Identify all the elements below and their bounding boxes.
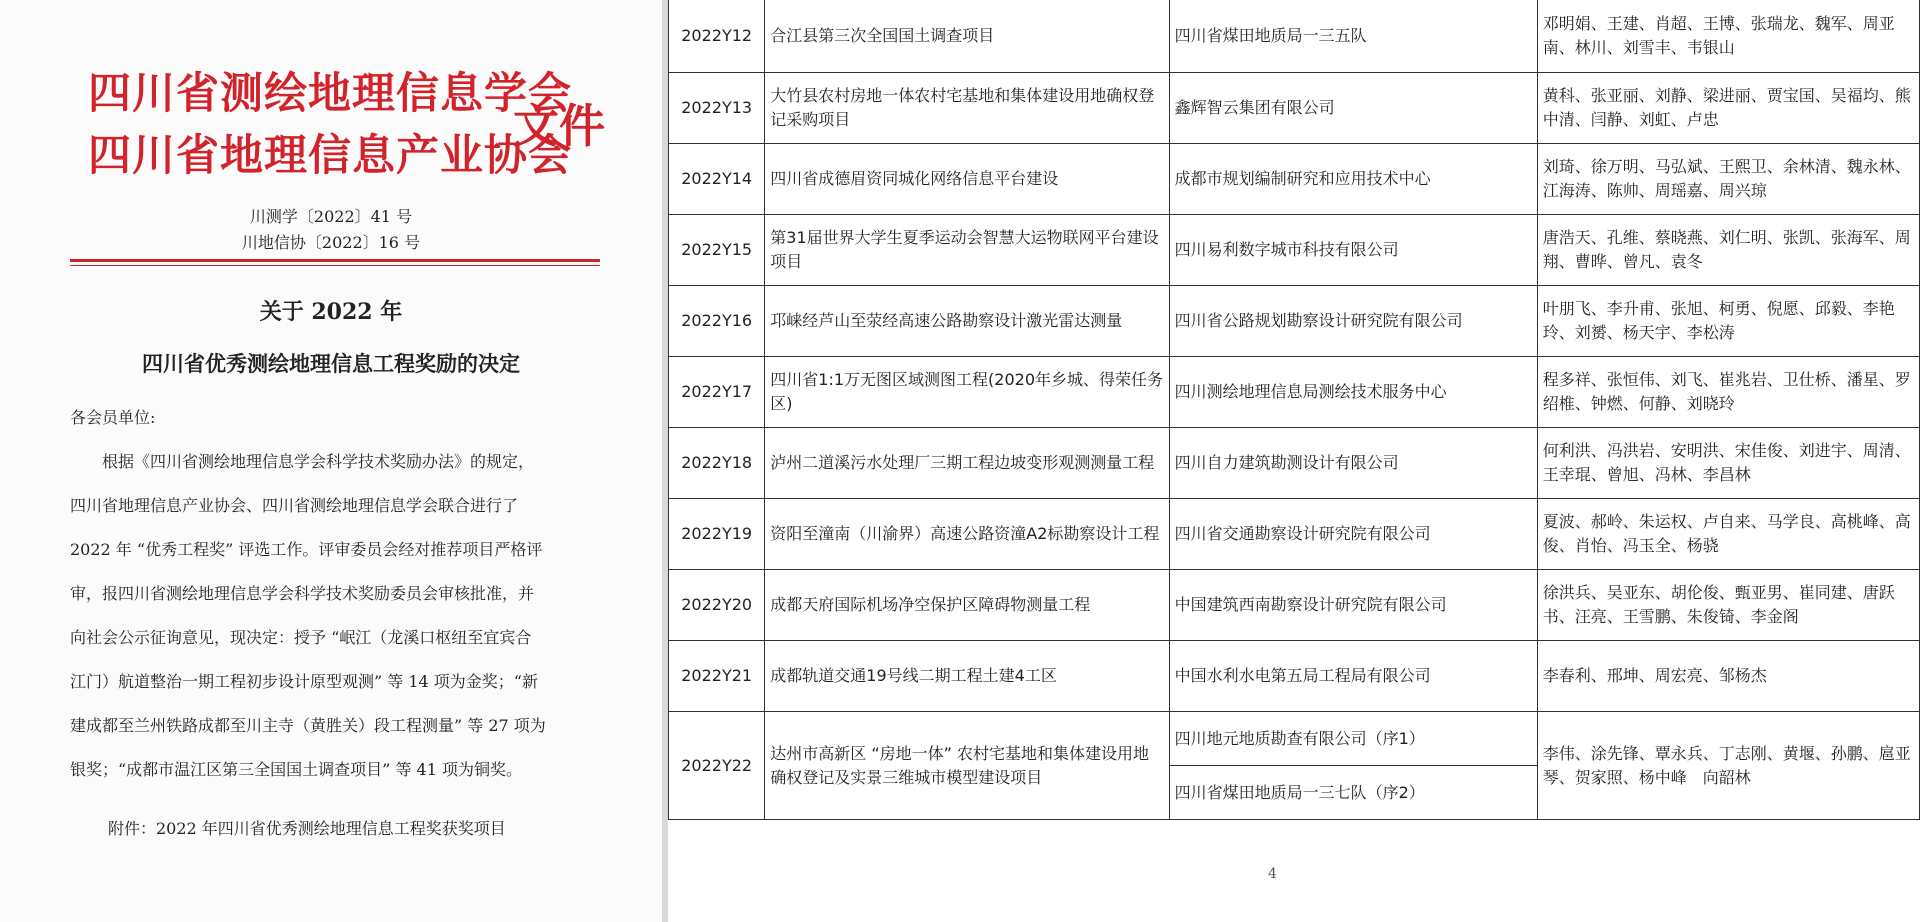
project-id-cell: 2022Y14 (669, 144, 765, 215)
project-id-cell: 2022Y21 (669, 641, 765, 712)
table-row (669, 286, 1920, 357)
personnel-cell: 何利洪、冯洪岩、安明洪、宋佳俊、刘进宇、周清、王幸琨、曾旭、冯林、李昌林 (1537, 428, 1919, 499)
page-number: 4 (1268, 866, 1277, 882)
project-id-cell: 2022Y22 (669, 712, 765, 820)
project-name-cell: 第31届世界大学生夏季运动会智慧大运物联网平台建设项目 (765, 215, 1169, 286)
project-id-cell: 2022Y19 (669, 499, 765, 570)
table-row (669, 73, 1920, 144)
personnel-cell: 徐洪兵、吴亚东、胡伦俊、甄亚男、崔同建、唐跃书、汪亮、王雪鹏、朱俊锜、李金阁 (1537, 570, 1919, 641)
project-name-cell: 邛崃经芦山至荥经高速公路勘察设计激光雷达测量 (765, 286, 1169, 357)
project-name-cell: 资阳至潼南（川渝界）高速公路资潼A2标勘察设计工程 (765, 499, 1169, 570)
project-name-cell: 成都轨道交通19号线二期工程土建4工区 (765, 641, 1169, 712)
organization-cell: 四川测绘地理信息局测绘技术服务中心 (1169, 357, 1537, 428)
personnel-cell: 程多祥、张恒伟、刘飞、崔兆岩、卫仕桥、潘星、罗绍椎、钟燃、何静、刘晓玲 (1537, 357, 1919, 428)
project-name-cell: 大竹县农村房地一体农村宅基地和集体建设用地确权登记采购项目 (765, 73, 1169, 144)
red-divider-thin (70, 265, 600, 266)
organization-cell: 鑫辉智云集团有限公司 (1169, 73, 1537, 144)
table-row (669, 215, 1920, 286)
table-row (669, 428, 1920, 499)
organization-cell: 成都市规划编制研究和应用技术中心 (1169, 144, 1537, 215)
organization-cell: 中国水利水电第五局工程局有限公司 (1169, 641, 1537, 712)
body-line: 审，报四川省测绘地理信息学会科学技术奖励委员会审核批准，并 (70, 584, 535, 603)
attachment-note: 附件：2022 年四川省优秀测绘地理信息工程奖获奖项目 (108, 819, 506, 838)
table-row (669, 499, 1920, 570)
decision-title-line1: 关于 2022 年 (259, 299, 403, 325)
project-name-cell: 四川省1:1万无图区域测图工程(2020年乡城、得荣任务区) (765, 357, 1169, 428)
body-line: 2022 年 “优秀工程奖” 评选工作。评审委员会经对推荐项目严格评 (70, 540, 543, 559)
personnel-cell: 叶朋飞、李升甫、张旭、柯勇、倪愿、邱毅、李艳玲、刘赟、杨天宇、李松涛 (1537, 286, 1919, 357)
project-id-cell: 2022Y17 (669, 357, 765, 428)
awards-table-page (668, 0, 1920, 922)
table-row (669, 0, 1920, 73)
body-line: 根据《四川省测绘地理信息学会科学技术奖励办法》的规定， (70, 452, 535, 471)
body-line: 向社会公示征询意见，现决定：授予 “岷江（龙溪口枢纽至宜宾合 (70, 628, 532, 647)
personnel-cell: 夏波、郝岭、朱运权、卢自来、马学良、高桃峰、高俊、肖怡、冯玉全、杨骁 (1537, 499, 1919, 570)
personnel-cell: 邓明娟、王建、肖超、王博、张瑞龙、魏军、周亚南、林川、刘雪丰、韦银山 (1537, 0, 1919, 73)
project-id-cell: 2022Y13 (669, 73, 765, 144)
project-id-cell: 2022Y18 (669, 428, 765, 499)
table-row (669, 357, 1920, 428)
project-name-cell: 泸州二道溪污水处理厂三期工程边坡变形观测测量工程 (765, 428, 1169, 499)
cover-page (0, 0, 662, 922)
personnel-cell: 李春利、邢坤、周宏亮、邹杨杰 (1537, 641, 1919, 712)
project-id-cell: 2022Y16 (669, 286, 765, 357)
document-number-1: 川测学〔2022〕41 号 (249, 207, 413, 226)
org-name-2: 四川省地理信息产业协会 (88, 131, 572, 181)
table-row (669, 712, 1920, 766)
table-row (669, 144, 1920, 215)
organization-cell: 四川自力建筑勘测设计有限公司 (1169, 428, 1537, 499)
body-line: 建成都至兰州铁路成都至川主寺（黄胜关）段工程测量” 等 27 项为 (70, 716, 546, 735)
personnel-cell: 李伟、涂先锋、覃永兵、丁志刚、黄堰、孙鹏、扈亚琴、贺家照、杨中峰 向韶林 (1537, 712, 1919, 820)
organization-cell: 四川省煤田地质局一三七队（序2） (1169, 766, 1537, 820)
personnel-cell: 唐浩天、孔维、蔡晓燕、刘仁明、张凯、张海军、周翔、曹晔、曾凡、袁冬 (1537, 215, 1919, 286)
project-name-cell: 达州市高新区 “房地一体” 农村宅基地和集体建设用地确权登记及实景三维城市模型建设项目 (765, 712, 1169, 820)
salutation: 各会员单位: (70, 408, 156, 427)
project-id-cell: 2022Y20 (669, 570, 765, 641)
document-label: 文件 (513, 99, 605, 153)
table-row (669, 641, 1920, 712)
organization-cell: 四川省公路规划勘察设计研究院有限公司 (1169, 286, 1537, 357)
project-id-cell: 2022Y15 (669, 215, 765, 286)
organization-cell: 四川地元地质勘查有限公司（序1） (1169, 712, 1537, 766)
document-header (88, 60, 608, 180)
document-number-2: 川地信协〔2022〕16 号 (241, 233, 421, 252)
red-divider (70, 259, 600, 262)
organization-cell: 四川易利数字城市科技有限公司 (1169, 215, 1537, 286)
organization-cell: 四川省交通勘察设计研究院有限公司 (1169, 499, 1537, 570)
project-name-cell: 合江县第三次全国国土调查项目 (765, 0, 1169, 73)
organization-cell: 中国建筑西南勘察设计研究院有限公司 (1169, 570, 1537, 641)
body-line: 银奖；“成都市温江区第三全国国土调查项目” 等 41 项为铜奖。 (70, 760, 522, 779)
project-id-cell: 2022Y12 (669, 0, 765, 73)
decision-body (70, 440, 610, 792)
project-name-cell: 四川省成德眉资同城化网络信息平台建设 (765, 144, 1169, 215)
organization-cell: 四川省煤田地质局一三五队 (1169, 0, 1537, 73)
awards-table (668, 0, 1920, 820)
org-name-1: 四川省测绘地理信息学会 (88, 69, 572, 119)
decision-title-line2: 四川省优秀测绘地理信息工程奖励的决定 (142, 351, 520, 376)
project-name-cell: 成都天府国际机场净空保护区障碍物测量工程 (765, 570, 1169, 641)
body-line: 四川省地理信息产业协会、四川省测绘地理信息学会联合进行了 (70, 496, 519, 515)
body-line: 江门）航道整治一期工程初步设计原型观测” 等 14 项为金奖；“新 (70, 672, 538, 691)
personnel-cell: 黄科、张亚丽、刘静、梁进丽、贾宝国、吴福均、熊中清、闫静、刘虹、卢忠 (1537, 73, 1919, 144)
personnel-cell: 刘琦、徐万明、马弘斌、王熙卫、余林清、魏永林、江海涛、陈帅、周瑶嘉、周兴琼 (1537, 144, 1919, 215)
table-row (669, 570, 1920, 641)
